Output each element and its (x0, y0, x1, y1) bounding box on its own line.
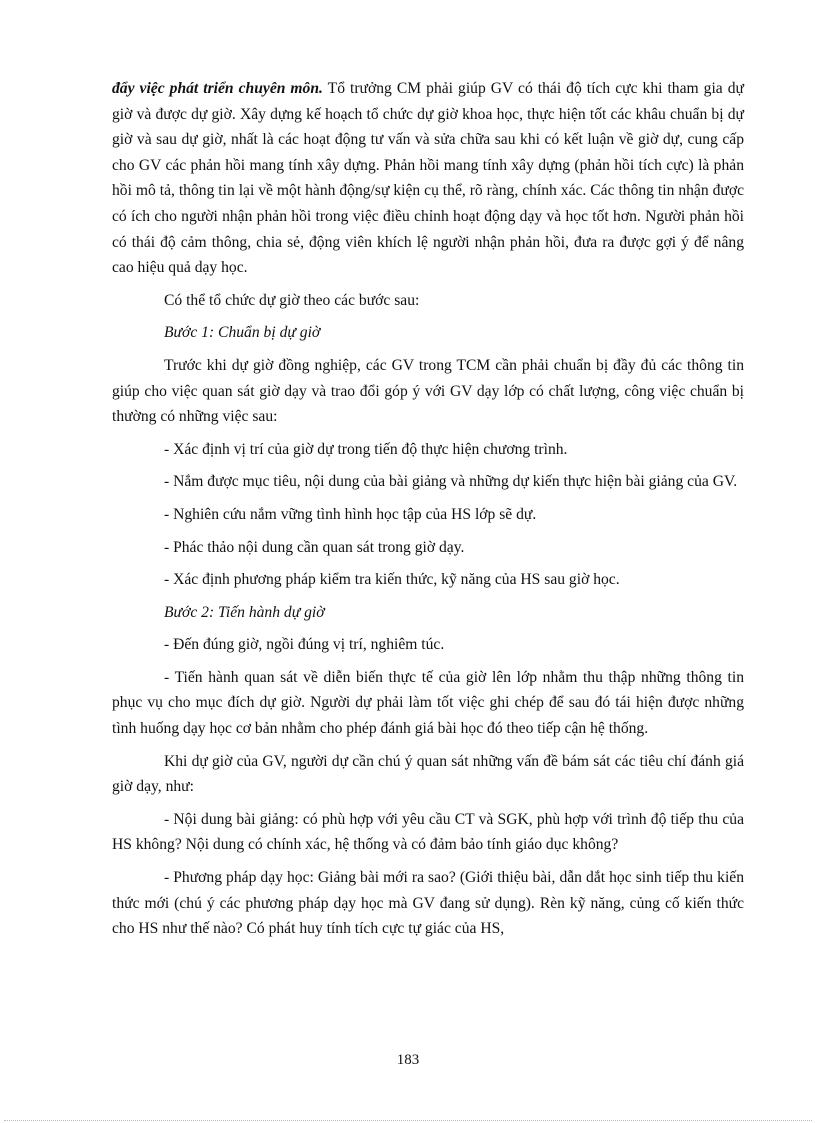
paragraph-intro-text: Tổ trưởng CM phải giúp GV có thái độ tích cực khi tham gia dự giờ và được dự giờ. Xây dựng kế hoạch tổ chức dự giờ khoa học, thực hiện tốt các khâu chuẩn bị dự giờ và sau dự giờ, nhất là các hoạt động tư vấn và sửa chữa sau khi có kết luận về giờ dự, cung cấp cho GV các phản hồi mang tính xây dựng. Phản hồi mang tính xây dựng (phản hồi tích cực) là phản hồi mô tả, thông tin lại về một hành động/sự kiện cụ thể, rõ ràng, chính xác. Các thông tin nhận được có ích cho người nhận phản hồi trong việc điều chỉnh hoạt động dạy và học tốt hơn. Người phản hồi có thái độ cảm thông, chia sẻ, động viên khích lệ người nhận phản hồi, đưa ra được gợi ý để nâng cao hiệu quả dạy học. (112, 80, 744, 277)
bullet-item: - Phác thảo nội dung cần quan sát trong giờ dạy. (164, 538, 465, 556)
bold-italic-lead: đẩy việc phát triển chuyên môn. (112, 80, 323, 97)
bullet-item: - Nghiên cứu nắm vững tình hình học tập của HS lớp sẽ dự. (164, 505, 537, 523)
bullet-item: - Xác định phương pháp kiểm tra kiến thức, kỹ năng của HS sau giờ học. (164, 571, 620, 589)
bullet-item: - Phương pháp dạy học: Giảng bài mới ra sao? (Giới thiệu bài, dẫn dắt học sinh tiếp thu kiến thức mới (chú ý các phương pháp dạy học mà GV đang sử dụng). Rèn kỹ năng, củng cố kiến thức cho HS như thế nào? Có phát huy tính tích cực tự giác của HS, (112, 869, 744, 938)
paragraph-preparation: Trước khi dự giờ đồng nghiệp, các GV trong TCM cần phải chuẩn bị đầy đủ các thông tin giúp cho việc quan sát giờ dạy và trao đổi góp ý với GV dạy lớp có chất lượng, công việc chuẩn bị thường có những việc sau: (112, 356, 744, 426)
page-bottom-border (4, 1120, 812, 1121)
bullet-item: - Nắm được mục tiêu, nội dung của bài giảng và những dự kiến thực hiện bài giảng của GV. (164, 473, 738, 491)
paragraph-intro (112, 76, 744, 281)
paragraph-criteria: Khi dự giờ của GV, người dự cần chú ý quan sát những vấn đề bám sát các tiêu chí đánh giá giờ dạy, như: (112, 752, 744, 796)
step-2-heading: Bước 2: Tiến hành dự giờ (164, 603, 325, 621)
bullet-item: - Xác định vị trí của giờ dự trong tiến độ thực hiện chương trình. (164, 440, 568, 458)
paragraph-steps-intro: Có thể tổ chức dự giờ theo các bước sau: (164, 291, 420, 309)
step-1-heading: Bước 1: Chuẩn bị dự giờ (164, 324, 321, 342)
bullet-item: - Nội dung bài giảng: có phù hợp với yêu cầu CT và SGK, phù hợp với trình độ tiếp thu của HS không? Nội dung có chính xác, hệ thống và có đảm bảo tính giáo dục không? (112, 810, 744, 854)
bullet-item: - Tiến hành quan sát về diễn biến thực tế của giờ lên lớp nhằm thu thập những thông tin phục vụ cho mục đích dự giờ. Người dự phải làm tốt việc ghi chép để sau đó tái hiện được những tình huống dạy học cơ bản nhằm cho phép đánh giá bài học đó theo tiếp cận hệ thống. (112, 668, 744, 738)
document-page (112, 76, 744, 942)
page-number: 183 (396, 1052, 420, 1068)
bullet-item: - Đến đúng giờ, ngồi đúng vị trí, nghiêm túc. (164, 636, 445, 654)
